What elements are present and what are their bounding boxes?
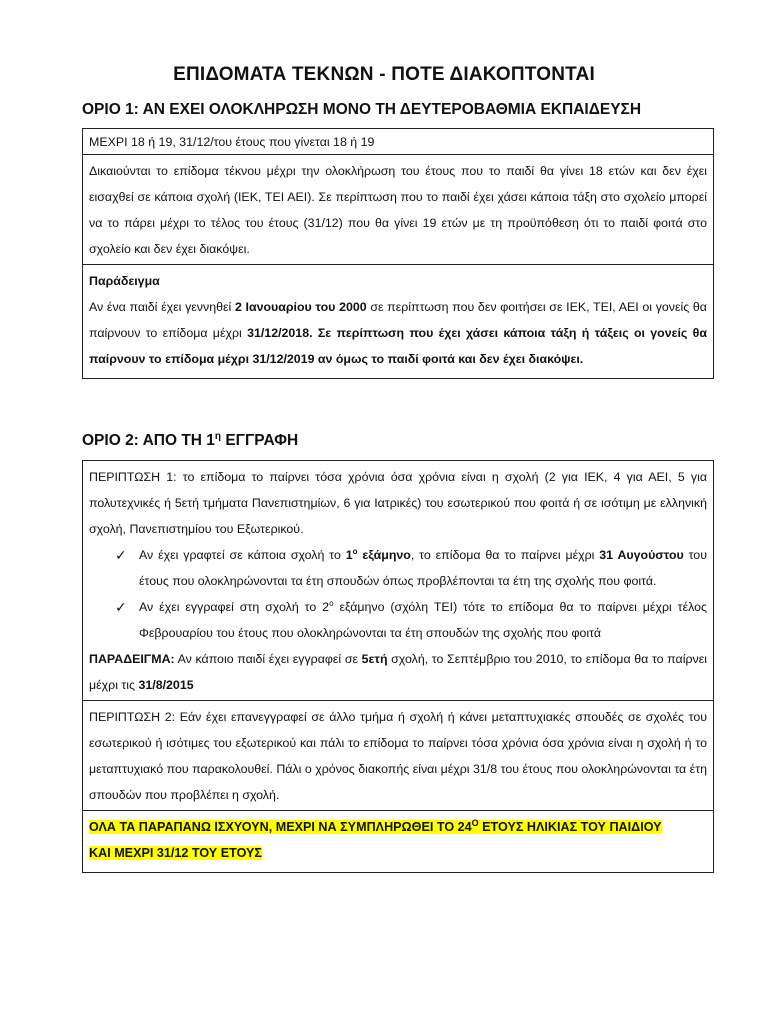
bullet-first-semester: [89, 542, 707, 594]
example-label: Παράδειγμα: [89, 274, 160, 288]
section-1-limit-row: [82, 128, 714, 155]
case-1-row: [82, 460, 714, 701]
section-1-table: [82, 128, 714, 379]
checkmark-icon: ✓: [115, 547, 127, 563]
case-2-row: [82, 701, 714, 811]
section-1-description-row: [82, 155, 714, 265]
document-title: ΕΠΙΔΟΜΑΤΑ ΤΕΚΝΩΝ - ΠΟΤΕ ΔΙΑΚΟΠΤΟΝΤΑΙ: [173, 64, 595, 85]
description-text: Δικαιούνται το επίδομα τέκνου μέχρι την ολοκλήρωση του έτους που το παιδί θα γίνει 18 ετών και δεν έχει εισαχθεί σε κάποια σχολή (ΙΕΚ, ΤΕΙ ΑΕΙ). Σε περίπτωση που το παιδί έχει χάσει κάποια τάξη στο σχολείο μπορεί να το πάρει μέχρι το τέλος του έτους (31/12) που θα γίνει 19 ετών με τη προϋπόθεση ότι το παιδί φοιτά στο σχολείο και δεν έχει διακόψει.: [89, 164, 707, 256]
checkmark-icon: ✓: [115, 599, 127, 615]
case-2-text: ΠΕΡΙΠΤΩΣΗ 2: Εάν έχει επανεγγραφεί σε άλλο τμήμα ή σχολή ή κάνει μεταπτυχιακές σπουδές σε σχολές του εσωτερικού ή ισότιμες του εξωτερικού και πάλι το επίδομα το παίρνει τόσα χρόνια όσα χρόνια είναι η σχολή ή το μεταπτυχιακό που παρακολουθεί. Πάλι ο χρόνος διακοπής είναι μέχρι 31/8 του έτους που ολοκληρώνονται τα έτη σπουδών που προβλέπει η σχολή.: [89, 710, 708, 802]
age-limit-note-row: [82, 811, 714, 873]
limit-text: ΜΕΧΡΙ 18 ή 19, 31/12/του έτους που γίνεται 18 ή 19: [89, 135, 375, 149]
bullet-second-semester-text: Αν έχει εγγραφεί στη σχολή το $2^o$ εξάμηνο (σχόλη ΤΕΙ) τότε το επίδομα θα το παίρνει μέχρι τέλος Φεβρουαρίου του έτους που ολοκληρώνονται τα έτη σπουδών της σχολής που φοιτά: [139, 599, 707, 640]
section-1-heading: ΟΡΙΟ 1: ΑΝ ΕΧΕΙ ΟΛΟΚΛΗΡΩΣΗ ΜΟΝΟ ΤΗ ΔΕΥΤΕΡΟΒΑΘΜΙΑ ΕΚΠΑΙΔΕΥΣΗ: [82, 101, 642, 118]
bullet-first-semester-text: Αν έχει γραφτεί σε κάποια σχολή το $1^o$ εξάμηνο, το επίδομα θα το παίρνει μέχρι 31 Αυγούστου του έτους που ολοκληρώνονται τα έτη σπουδών όπως προβλέπονται τα έτη της σχολής που φοιτά.: [139, 547, 707, 588]
case-1-example-text: ΠΑΡΑΔΕΙΓΜΑ: Αν κάποιο παιδί έχει εγγραφεί σε 5ετή σχολή, το Σεπτέμβριο του 2010, το επίδομα θα το παίρνει μέχρι τις 31/8/2015: [89, 652, 707, 692]
example-text: Αν ένα παιδί έχει γεννηθεί 2 Ιανουαρίου του 2000 σε περίπτωση που δεν φοιτήσει σε ΙΕΚ, ΤΕΙ, ΑΕΙ οι γονείς θα παίρνουν το επίδομα μέχρι 31/12/2018. Σε περίπτωση που έχει χάσει κάποια τάξη ή τάξεις οι γονείς θα παίρνουν το επίδομα μέχρι 31/12/2019 αν όμως το παιδί φοιτά και δεν έχει διακόψει.: [89, 300, 707, 366]
section-2-table: [82, 460, 714, 873]
age-limit-note-text: ΟΛΑ ΤΑ ΠΑΡΑΠΑΝΩ ΙΣΧΥΟΥΝ, ΜΕΧΡΙ ΝΑ ΣΥΜΠΛΗΡΩΘΕΙ ΤΟ $24^O$ ΕΤΟΥΣ ΗΛΙΚΙΑΣ ΤΟΥ ΠΑΙΔΙΟΥ ΚΑΙ ΜΕΧΡΙ 31/12 ΤΟΥ ΕΤΟΥΣ: [89, 818, 662, 860]
case-1-text: ΠΕΡΙΠΤΩΣΗ 1: το επίδομα το παίρνει τόσα χρόνια όσα χρόνια είναι η σχολή (2 για ΙΕΚ, 4 για ΑΕΙ, 5 για πολυτεχνικές ή 5ετή τμήματα Πανεπιστημίων, 6 για Ιατρικές) του εσωτερικού που φοιτά ή σε ισότιμη με ελληνική σχολή, Πανεπιστημίου του Εξωτερικού.: [89, 470, 707, 536]
bullet-second-semester: [89, 594, 707, 646]
section-1-example-row: [82, 265, 714, 379]
section-2-heading: ΟΡΙΟ 2: ΑΠΟ ΤΗ $1^\eta$ ΕΓΓΡΑΦΗ: [82, 431, 299, 449]
